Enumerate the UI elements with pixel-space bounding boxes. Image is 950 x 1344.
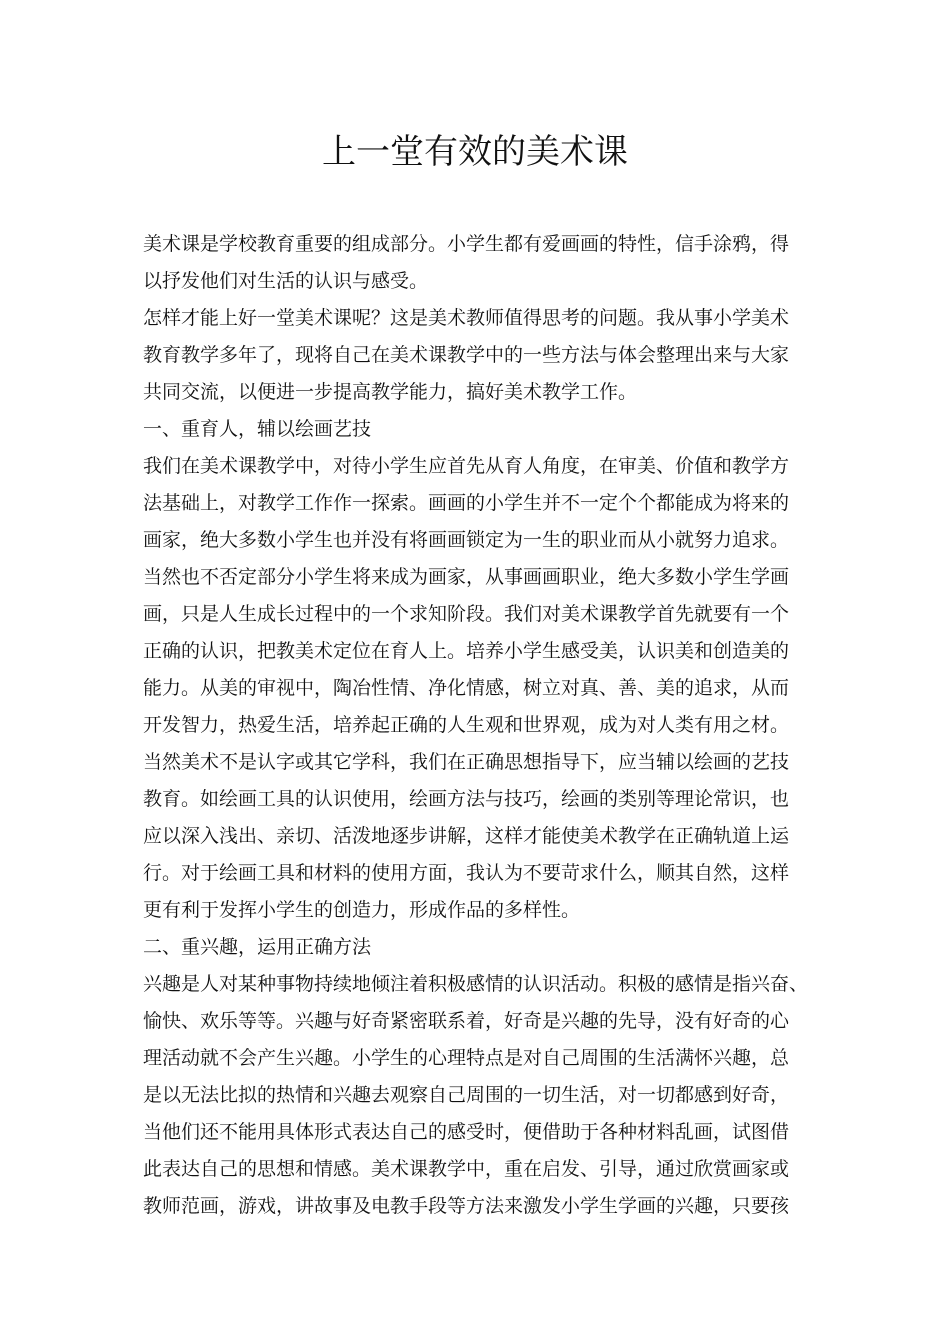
- paragraph-line: 更有利于发挥小学生的创造力，形成作品的多样性。: [143, 899, 581, 921]
- paragraph-line: 是以无法比拟的热情和兴趣去观察自己周围的一切生活，对一切都感到好奇，: [143, 1084, 790, 1106]
- paragraph-line: 教育教学多年了，现将自己在美术课教学中的一些方法与体会整理出来与大家: [143, 344, 790, 366]
- section-heading: 二、重兴趣，运用正确方法: [143, 936, 372, 958]
- paragraph-line: 正确的认识，把教美术定位在育人上。培养小学生感受美，认识美和创造美的: [143, 640, 790, 662]
- paragraph-line: 此表达自己的思想和情感。美术课教学中，重在启发、引导，通过欣赏画家或: [143, 1158, 790, 1180]
- paragraph-line: 我们在美术课教学中，对待小学生应首先从育人角度，在审美、价值和教学方: [143, 455, 790, 477]
- paragraph-line: 美术课是学校教育重要的组成部分。小学生都有爱画画的特性，信手涂鸦，得: [143, 233, 790, 255]
- paragraph-line: 愉快、欢乐等等。兴趣与好奇紧密联系着，好奇是兴趣的先导，没有好奇的心: [143, 1010, 790, 1032]
- paragraph-line: 教育。如绘画工具的认识使用，绘画方法与技巧，绘画的类别等理论常识，也: [143, 788, 790, 810]
- paragraph-line: 当他们还不能用具体形式表达自己的感受时，便借助于各种材料乱画，试图借: [143, 1121, 790, 1143]
- paragraph-line: 行。对于绘画工具和材料的使用方面，我认为不要苛求什么，顺其自然，这样: [143, 862, 790, 884]
- paragraph-line: 法基础上，对教学工作作一探索。画画的小学生并不一定个个都能成为将来的: [143, 492, 790, 514]
- document-title: 上一堂有效的美术课: [322, 132, 628, 172]
- paragraph-line: 应以深入浅出、亲切、活泼地逐步讲解，这样才能使美术教学在正确轨道上运: [143, 825, 790, 847]
- paragraph-line: 怎样才能上好一堂美术课呢？这是美术教师值得思考的问题。我从事小学美术: [143, 307, 790, 329]
- paragraph-line: 理活动就不会产生兴趣。小学生的心理特点是对自己周围的生活满怀兴趣，总: [143, 1047, 790, 1069]
- paragraph-line: 画，只是人生成长过程中的一个求知阶段。我们对美术课教学首先就要有一个: [143, 603, 790, 625]
- paragraph-line: 共同交流，以便进一步提高教学能力，搞好美术教学工作。: [143, 381, 638, 403]
- paragraph-line: 以抒发他们对生活的认识与感受。: [143, 270, 429, 292]
- paragraph-line: 开发智力，热爱生活，培养起正确的人生观和世界观，成为对人类有用之材。: [143, 714, 790, 736]
- paragraph-line: 当然也不否定部分小学生将来成为画家，从事画画职业，绝大多数小学生学画: [143, 566, 790, 588]
- paragraph-line: 兴趣是人对某种事物持续地倾注着积极感情的认识活动。积极的感情是指兴奋、: [143, 973, 809, 995]
- paragraph-line: 画家，绝大多数小学生也并没有将画画锁定为一生的职业而从小就努力追求。: [143, 529, 790, 551]
- paragraph-line: 教师范画，游戏，讲故事及电教手段等方法来激发小学生学画的兴趣，只要孩: [143, 1195, 790, 1217]
- paragraph-line: 能力。从美的审视中，陶冶性情、净化情感，树立对真、善、美的追求，从而: [143, 677, 790, 699]
- paragraph-line: 当然美术不是认字或其它学科，我们在正确思想指导下，应当辅以绘画的艺技: [143, 751, 790, 773]
- section-heading: 一、重育人，辅以绘画艺技: [143, 418, 372, 440]
